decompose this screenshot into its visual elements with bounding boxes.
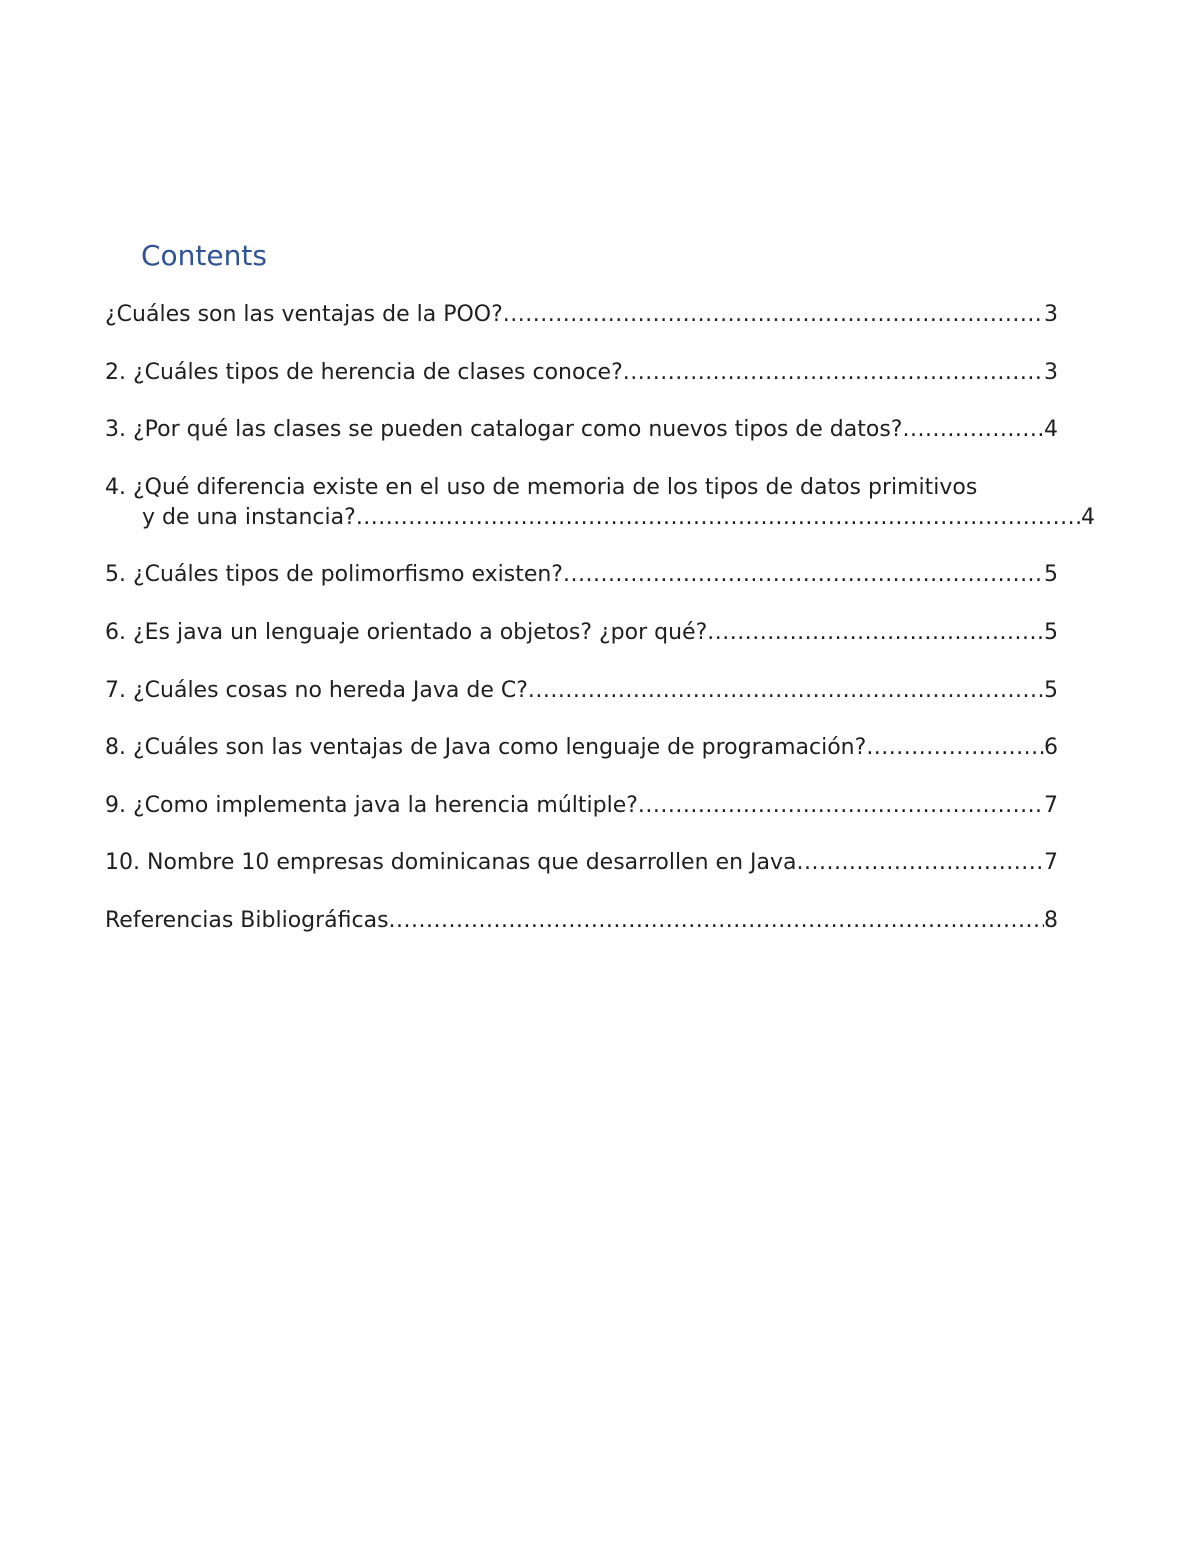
toc-page-number: 5 xyxy=(1044,562,1058,588)
toc-entry-title: 8. ¿Cuáles son las ventajas de Java como lenguaje de programación? xyxy=(105,735,867,761)
toc-dot-leader xyxy=(902,415,1044,445)
toc-page-number: 3 xyxy=(1044,359,1058,385)
toc-entry-title: Referencias Bibliográficas xyxy=(105,907,389,933)
toc-dot-leader xyxy=(528,676,1044,706)
toc-entry-title: 4. ¿Qué diferencia existe en el uso de memoria de los tipos de datos primitivos xyxy=(105,474,978,500)
toc-page-number: 5 xyxy=(1044,619,1058,645)
toc-entry[interactable] xyxy=(105,300,1058,330)
toc-entry[interactable] xyxy=(105,560,1058,590)
toc-page-number: 4 xyxy=(1044,417,1058,443)
toc-dot-leader xyxy=(707,618,1044,648)
toc-dot-leader xyxy=(356,503,1081,533)
toc-heading: Contents xyxy=(141,239,267,272)
toc-page-number: 5 xyxy=(1044,677,1058,703)
toc-entry[interactable] xyxy=(105,618,1058,648)
toc-entry-title: 5. ¿Cuáles tipos de polimorfismo existen? xyxy=(105,562,563,588)
toc-entry[interactable] xyxy=(105,676,1058,706)
toc-entry[interactable] xyxy=(105,733,1058,763)
toc-entry[interactable] xyxy=(105,791,1058,821)
toc-dot-leader xyxy=(563,560,1044,590)
toc-dot-leader xyxy=(638,791,1044,821)
toc-dot-leader xyxy=(796,848,1044,878)
toc-entry-title: 3. ¿Por qué las clases se pueden catalogar como nuevos tipos de datos? xyxy=(105,417,903,443)
toc-entry[interactable] xyxy=(105,473,1095,533)
toc-dot-leader xyxy=(503,300,1044,330)
toc-page-number: 4 xyxy=(1081,504,1095,530)
toc-dot-leader xyxy=(866,733,1044,763)
toc-entry[interactable] xyxy=(105,906,1058,936)
toc-entry-title-continuation: y de una instancia? xyxy=(142,504,356,530)
toc-page-number: 6 xyxy=(1044,735,1058,761)
table-of-contents xyxy=(105,300,1095,964)
toc-page-number: 7 xyxy=(1044,850,1058,876)
toc-page-number: 3 xyxy=(1044,302,1058,327)
toc-entry[interactable] xyxy=(105,415,1058,445)
toc-entry-title: 10. Nombre 10 empresas dominicanas que desarrollen en Java xyxy=(105,850,797,876)
toc-entry[interactable] xyxy=(105,848,1058,878)
toc-entry-title: ¿Cuáles son las ventajas de la POO? xyxy=(105,302,503,327)
toc-entry[interactable] xyxy=(105,358,1058,388)
toc-entry-title: 6. ¿Es java un lenguaje orientado a objetos? ¿por qué? xyxy=(105,619,708,645)
toc-entry-title: 9. ¿Como implementa java la herencia múltiple? xyxy=(105,792,638,818)
toc-entry-title: 7. ¿Cuáles cosas no hereda Java de C? xyxy=(105,677,528,703)
toc-dot-leader xyxy=(389,906,1044,936)
toc-entry-title: 2. ¿Cuáles tipos de herencia de clases conoce? xyxy=(105,359,623,385)
toc-dot-leader xyxy=(623,358,1044,388)
toc-page-number: 7 xyxy=(1044,792,1058,818)
toc-page-number: 8 xyxy=(1044,907,1058,933)
